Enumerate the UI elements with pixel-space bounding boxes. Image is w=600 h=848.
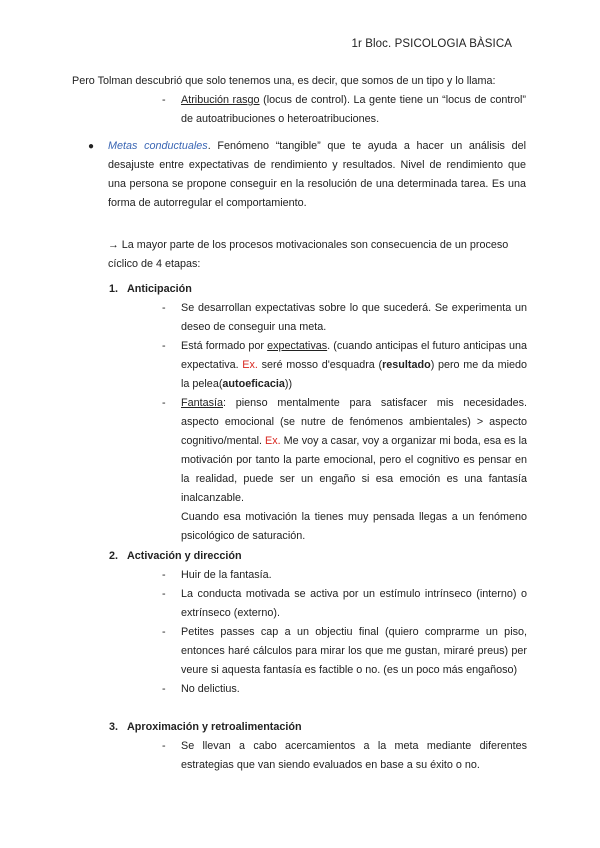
- item-text: : pienso mentalmente para satisfacer mis necesidades. aspecto emocional (se nutre de fenómenos ambientales) > aspecto cognitivo/mental.: [181, 397, 527, 447]
- step-items: [181, 737, 527, 775]
- list-item: [181, 91, 526, 129]
- step-aproximacion-retroalimentacion: [109, 718, 527, 775]
- step-number: 3.: [109, 721, 119, 733]
- example-marker: Ex.: [265, 435, 281, 447]
- step-number: 2.: [109, 550, 119, 562]
- bullet-icon: ●: [88, 141, 95, 152]
- term-atribucion-rasgo: Atribución rasgo: [181, 94, 260, 106]
- intro-line: Pero Tolman descubrió que solo tenemos una, es decir, que somos de un tipo y lo llama:: [72, 75, 496, 87]
- document-header: 1r Bloc. PSICOLOGIA BÀSICA: [351, 38, 512, 50]
- item-text: Está formado por: [181, 340, 268, 352]
- item-text: Me voy a casar, voy a organizar mi boda, esa es la motivación por tanto la parte emocional, pero el cognitivo es pensar en la realidad, puede ser un engaño si esa emoción es una fantasía inalcanzable.: [181, 435, 527, 504]
- item-extra-text: Cuando esa motivación la tienes muy pensada llegas a un fenómeno psicológico de saturación.: [181, 511, 527, 542]
- step-items: [181, 566, 527, 699]
- list-item: - Se desarrollan expectativas sobre lo que sucederá. Se experimenta un deseo de conseguir una meta.: [181, 299, 527, 337]
- step-title: [109, 280, 527, 299]
- step-title-text: Activación y dirección: [127, 550, 242, 562]
- step-number: 1.: [109, 283, 119, 295]
- step-anticipacion: [109, 280, 527, 546]
- term-expectativas: expectativas: [267, 340, 328, 352]
- list-item: [181, 394, 527, 546]
- item-text: . (cuando anticipas el futuro anticipas una expectativa.: [181, 340, 527, 371]
- list-item: [181, 337, 527, 394]
- step-title: [109, 547, 527, 566]
- example-marker: Ex.: [242, 359, 258, 371]
- term-resultado: resultado: [382, 359, 431, 371]
- intro-list: [181, 91, 526, 129]
- list-item: - Huir de la fantasía.: [181, 566, 527, 585]
- item-text: (locus de control). La gente tiene un “locus de control” de autoatribuciones o heteroatribuciones.: [181, 94, 526, 125]
- item-text: ) pero me da miedo la pelea(: [181, 359, 527, 390]
- item-text: seré mosso d'esquadra (: [257, 359, 383, 371]
- step-activacion-direccion: [109, 547, 527, 699]
- term-fantasia: Fantasía: [181, 397, 224, 409]
- term-metas-conductuales: Metas conductuales: [108, 140, 208, 152]
- bullet-text: . Fenómeno “tangible” que te ayuda a hacer un análisis del desajuste entre expectativas de rendimiento y resultados. Nivel de rendimiento que una persona se propone conseguir en la resolución de una determinada tarea. Es una forma de autorregular el comportamiento.: [108, 140, 527, 209]
- list-item: - Petites passes cap a un objectiu final (quiero comprarme un piso, entonces haré cálculos para mirar los que me gustan, miraré preus) per veure si aquesta fantasía es factible o no. (es un poco más engañoso): [181, 623, 527, 680]
- term-autoeficacia: autoeficacia: [222, 378, 285, 390]
- step-title-text: Anticipación: [127, 283, 192, 295]
- step-title: [109, 718, 527, 737]
- list-item: - Se llevan a cabo acercamientos a la meta mediante diferentes estrategias que van siendo evaluados en base a su éxito o no.: [181, 737, 527, 775]
- step-title-text: Aproximación y retroalimentación: [127, 721, 302, 733]
- step-items: [181, 299, 527, 546]
- item-text: )): [284, 378, 293, 390]
- list-item: - La conducta motivada se activa por un estímulo intrínseco (interno) o extrínseco (externo).: [181, 585, 527, 623]
- arrow-paragraph: → La mayor parte de los procesos motivacionales son consecuencia de un proceso cíclico de 4 etapas:: [108, 239, 509, 270]
- list-item: - No delictius.: [181, 680, 527, 699]
- bullet-metas-conductuales: [88, 137, 527, 213]
